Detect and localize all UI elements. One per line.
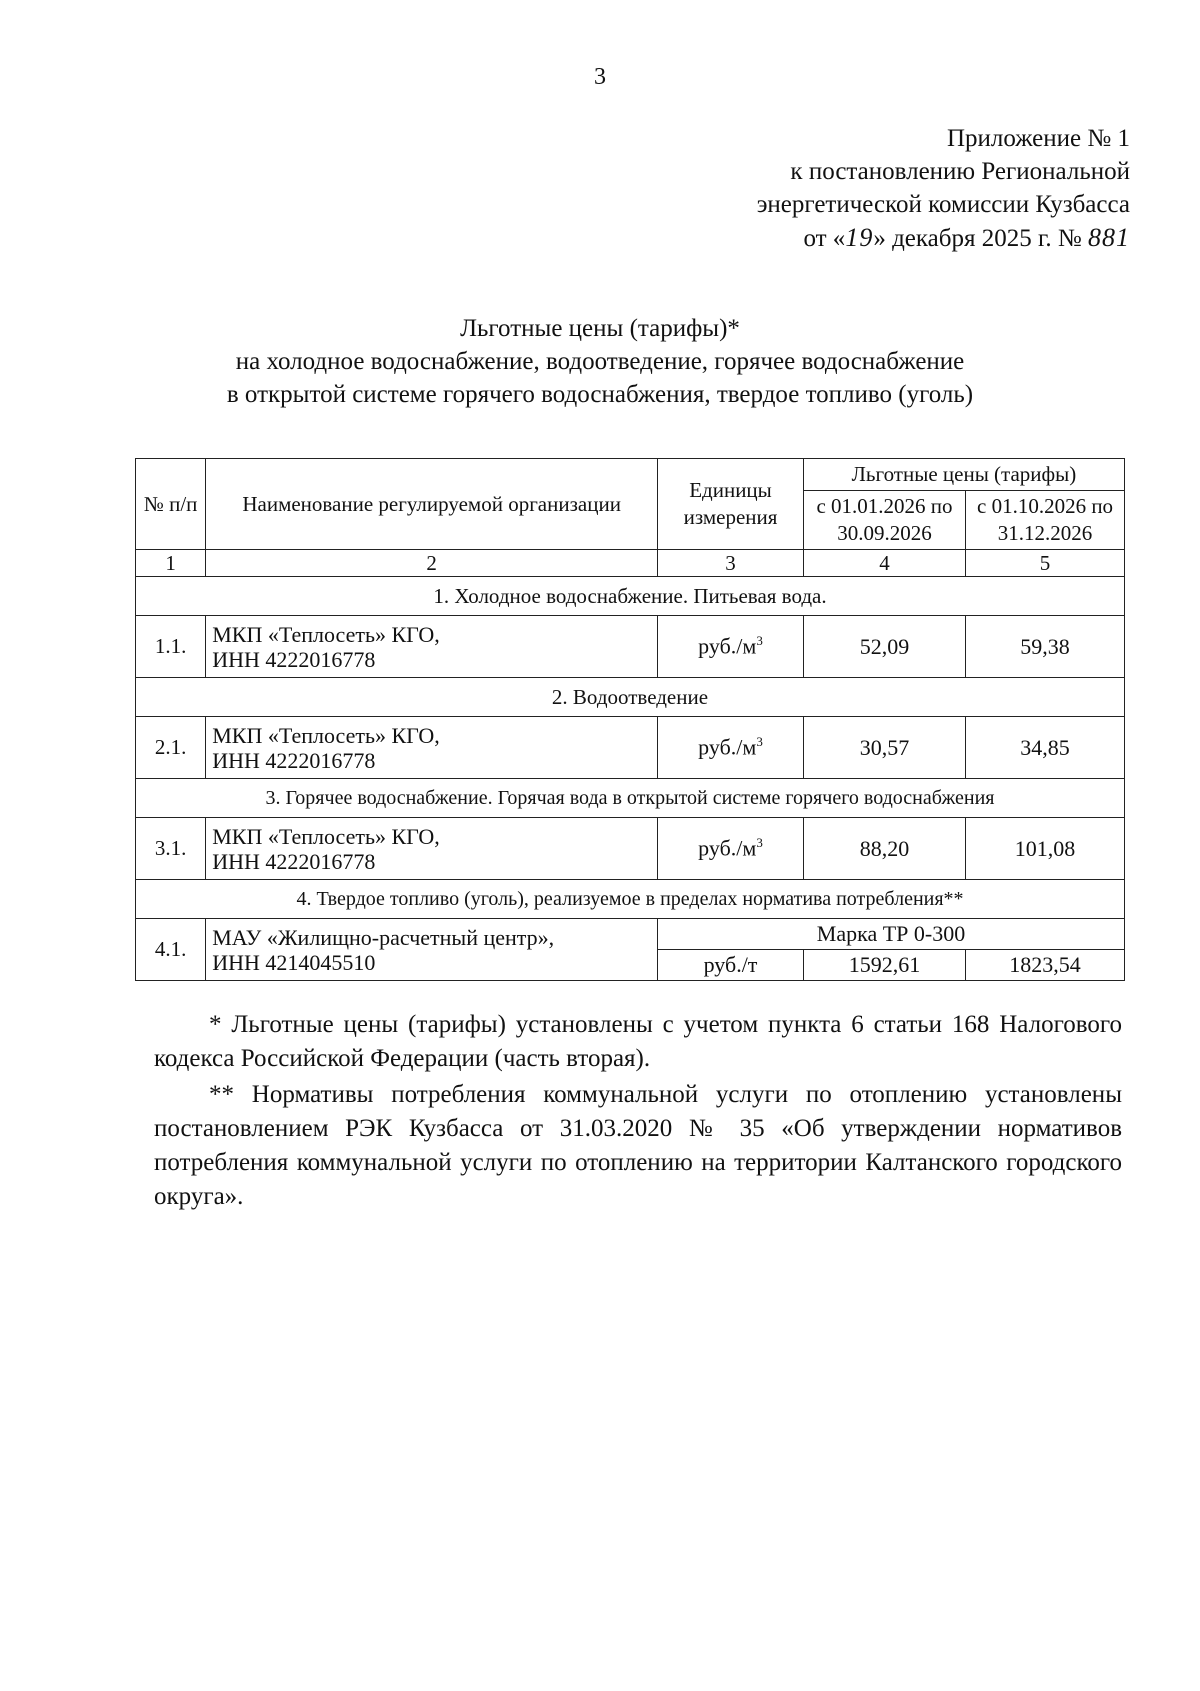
title-line1: Льготные цены (тарифы)* [460,315,740,342]
col-number: 4 [803,550,965,577]
organization-cell [206,616,658,678]
organization-cell [206,818,658,880]
section-title: 4. Твердое топливо (уголь), реализуемое в пределах норматива потребления** [136,880,1125,919]
handwritten-day: 19 [845,223,874,252]
unit-text: руб./м [698,835,757,861]
column-numbers-row [136,550,1125,577]
handwritten-number: 881 [1088,223,1130,252]
price-period2: 34,85 [966,717,1125,779]
appendix-line3: энергетической комиссии Кузбасса [756,191,1130,218]
coal-grade: Марка ТР 0-300 [658,919,1125,950]
header-period2: с 01.10.2026 по 31.12.2026 [966,491,1125,550]
table-row [136,616,1125,678]
table-row [136,919,1125,950]
organization-name: МКП «Теплосеть» КГО, [212,722,440,748]
price-period2: 101,08 [966,818,1125,880]
section-row [136,577,1125,616]
appendix-title: Приложение № 1 [946,125,1130,152]
organization-name: МКП «Теплосеть» КГО, [212,621,440,647]
col-number: 5 [966,550,1125,577]
row-number: 1.1. [136,616,206,678]
unit-superscript: 3 [756,835,763,851]
unit-text: руб./м [698,734,757,760]
col-number: 3 [658,550,804,577]
section-title: 1. Холодное водоснабжение. Питьевая вода. [136,577,1125,616]
footnote-2: ** Нормативы потребления коммунальной услуги по отоплению установлены постановлением РЭК Кузбасса от 31.03.2020 № 35 «Об утверждении нормативов потребления коммунальной услуги по отоплению на территории Калтанского городского округа». [154,1081,1122,1210]
section-title: 2. Водоотведение [136,678,1125,717]
organization-inn: ИНН 4222016778 [212,747,376,773]
organization-cell [206,717,658,779]
footnotes [154,1008,1122,1216]
appendix-header [757,122,1130,255]
header-prices: Льготные цены (тарифы) [803,459,1124,491]
section-title: 3. Горячее водоснабжение. Горячая вода в открытой системе горячего водоснабжения [136,779,1125,818]
unit-superscript: 3 [756,734,763,750]
unit-cell [658,818,804,880]
price-period2: 1823,54 [966,950,1125,981]
organization-name: МКП «Теплосеть» КГО, [212,823,440,849]
col-number: 2 [206,550,658,577]
header-num: № п/п [136,459,206,550]
header-org: Наименование регулируемой организации [206,459,658,550]
row-number: 2.1. [136,717,206,779]
title-line2: на холодное водоснабжение, водоотведение, горячее водоснабжение [235,348,965,375]
table-row [136,818,1125,880]
section-row [136,779,1125,818]
table-row [136,717,1125,779]
section-row [136,880,1125,919]
page-number: 3 [594,64,606,90]
unit-text: руб./м [698,633,757,659]
organization-inn: ИНН 4222016778 [212,848,376,874]
col-number: 1 [136,550,206,577]
appendix-line2: к постановлению Региональной [790,158,1130,185]
organization-cell [206,919,658,981]
organization-name: МАУ «Жилищно-расчетный центр», [212,924,555,950]
row-number: 3.1. [136,818,206,880]
price-period1: 30,57 [803,717,965,779]
date-middle: » декабря 2025 г. № [873,225,1082,252]
price-period1: 1592,61 [803,950,965,981]
footnote-1: * Льготные цены (тарифы) установлены с учетом пункта 6 статьи 168 Налогового кодекса Российской Федерации (часть вторая). [154,1011,1122,1072]
price-period1: 52,09 [803,616,965,678]
title-line3: в открытой системе горячего водоснабжения, твердое топливо (уголь) [226,381,974,408]
section-row [136,678,1125,717]
date-prefix: от « [803,225,846,252]
unit-superscript: 3 [756,633,763,649]
appendix-date-line [757,221,1130,255]
row-number: 4.1. [136,919,206,981]
tariffs-table [135,458,1125,981]
document-title [0,312,1200,411]
table-header-row [136,459,1125,491]
unit-cell: руб./т [658,950,804,981]
header-unit: Единицы измерения [658,459,804,550]
unit-cell [658,717,804,779]
header-period1: с 01.01.2026 по 30.09.2026 [803,491,965,550]
unit-cell [658,616,804,678]
organization-inn: ИНН 4222016778 [212,646,376,672]
price-period2: 59,38 [966,616,1125,678]
organization-inn: ИНН 4214045510 [212,949,376,975]
price-period1: 88,20 [803,818,965,880]
